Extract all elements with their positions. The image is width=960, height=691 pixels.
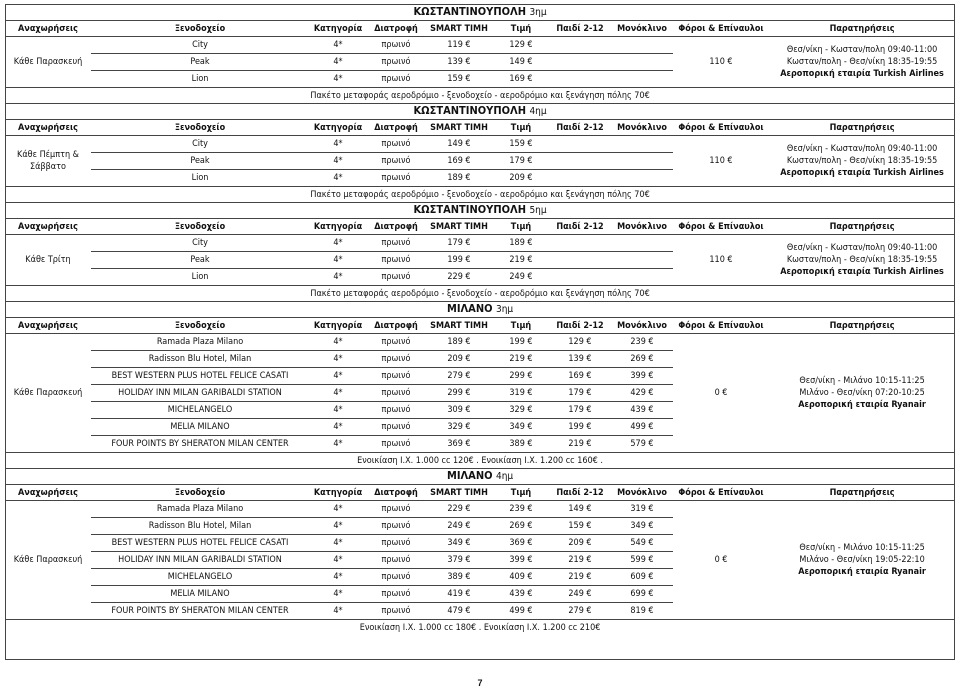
price-table-page [5, 4, 955, 635]
section-title [5, 302, 955, 318]
smart-price-cell: 389 € [425, 569, 493, 586]
meal-cell: πρωινό [367, 518, 425, 535]
child-price-cell: 139 € [549, 351, 611, 368]
section-duration: 3ημ [495, 304, 514, 315]
hotel-cell: MICHELANGELO [91, 402, 309, 419]
price-cell: 209 € [493, 170, 549, 187]
category-cell: 4* [309, 436, 367, 453]
column-header-row [5, 318, 955, 334]
tax-cell: 110 € [673, 136, 769, 187]
child-price-cell: 209 € [549, 535, 611, 552]
section-title [5, 104, 955, 120]
hotel-cell: BEST WESTERN PLUS HOTEL FELICE CASATI [91, 368, 309, 385]
price-cell: 159 € [493, 136, 549, 153]
table-row [5, 501, 955, 518]
smart-price-cell: 119 € [425, 37, 493, 54]
price-cell: 299 € [493, 368, 549, 385]
hotel-cell: Peak [91, 153, 309, 170]
column-header: Φόροι & Επίναυλοι [673, 318, 769, 334]
hotel-cell: MELIA MILANO [91, 586, 309, 603]
footnote-row [5, 187, 955, 203]
departure-cell: Κάθε Παρασκευή [5, 501, 91, 620]
single-price-cell: 499 € [611, 419, 673, 436]
note-line: Κωσταν/πολη - Θεσ/νίκη 18:35-19:55 [786, 156, 938, 166]
single-price-cell: 239 € [611, 334, 673, 351]
category-cell: 4* [309, 136, 367, 153]
smart-price-cell: 139 € [425, 54, 493, 71]
child-price-cell [549, 235, 611, 252]
hotel-cell: Radisson Blu Hotel, Milan [91, 518, 309, 535]
price-table [5, 4, 955, 635]
price-cell: 249 € [493, 269, 549, 286]
hotel-cell: BEST WESTERN PLUS HOTEL FELICE CASATI [91, 535, 309, 552]
hotel-cell: Lion [91, 170, 309, 187]
column-header: Κατηγορία [309, 219, 367, 235]
hotel-cell: Lion [91, 71, 309, 88]
table-row [5, 136, 955, 153]
section-title-row [5, 104, 955, 120]
category-cell: 4* [309, 368, 367, 385]
note-line: Αεροπορική εταιρία Turkish Airlines [780, 267, 944, 277]
column-header: SMART ΤΙΜΗ [425, 21, 493, 37]
hotel-cell: Radisson Blu Hotel, Milan [91, 351, 309, 368]
column-header: Μονόκλινο [611, 219, 673, 235]
column-header: Φόροι & Επίναυλοι [673, 21, 769, 37]
column-header: Μονόκλινο [611, 120, 673, 136]
column-header: Κατηγορία [309, 318, 367, 334]
child-price-cell: 129 € [549, 334, 611, 351]
meal-cell: πρωινό [367, 170, 425, 187]
departure-cell: Κάθε Τρίτη [5, 235, 91, 286]
smart-price-cell: 309 € [425, 402, 493, 419]
column-header-row [5, 21, 955, 37]
meal-cell: πρωινό [367, 252, 425, 269]
column-header: Παιδί 2-12 [549, 485, 611, 501]
meal-cell: πρωινό [367, 37, 425, 54]
single-price-cell: 609 € [611, 569, 673, 586]
smart-price-cell: 479 € [425, 603, 493, 620]
single-price-cell: 819 € [611, 603, 673, 620]
category-cell: 4* [309, 269, 367, 286]
notes-cell [769, 136, 955, 187]
category-cell: 4* [309, 569, 367, 586]
single-price-cell [611, 71, 673, 88]
section-title [5, 469, 955, 485]
smart-price-cell: 189 € [425, 334, 493, 351]
column-header: Αναχωρήσεις [5, 485, 91, 501]
column-header: Παρατηρήσεις [769, 485, 955, 501]
footnote-row [5, 453, 955, 469]
notes-cell [769, 501, 955, 620]
note-line: Αεροπορική εταιρία Ryanair [798, 400, 926, 410]
smart-price-cell: 419 € [425, 586, 493, 603]
category-cell: 4* [309, 501, 367, 518]
smart-price-cell: 279 € [425, 368, 493, 385]
hotel-cell: MICHELANGELO [91, 569, 309, 586]
meal-cell: πρωινό [367, 552, 425, 569]
single-price-cell: 429 € [611, 385, 673, 402]
smart-price-cell: 249 € [425, 518, 493, 535]
category-cell: 4* [309, 252, 367, 269]
column-header-row [5, 120, 955, 136]
price-cell: 189 € [493, 235, 549, 252]
notes-cell [769, 235, 955, 286]
column-header: Φόροι & Επίναυλοι [673, 219, 769, 235]
single-price-cell [611, 269, 673, 286]
category-cell: 4* [309, 586, 367, 603]
smart-price-cell: 209 € [425, 351, 493, 368]
hotel-cell: FOUR POINTS BY SHERATON MILAN CENTER [91, 436, 309, 453]
departure-cell: Κάθε Πέμπτη & Σάββατο [5, 136, 91, 187]
section-title [5, 203, 955, 219]
column-header: Διατροφή [367, 318, 425, 334]
column-header: Παιδί 2-12 [549, 219, 611, 235]
column-header: Κατηγορία [309, 21, 367, 37]
smart-price-cell: 189 € [425, 170, 493, 187]
category-cell: 4* [309, 170, 367, 187]
column-header: Τιμή [493, 318, 549, 334]
hotel-cell: Lion [91, 269, 309, 286]
smart-price-cell: 199 € [425, 252, 493, 269]
note-line: Αεροπορική εταιρία Ryanair [798, 567, 926, 577]
child-price-cell: 279 € [549, 603, 611, 620]
smart-price-cell: 159 € [425, 71, 493, 88]
table-row [5, 37, 955, 54]
column-header-row [5, 219, 955, 235]
meal-cell: πρωινό [367, 586, 425, 603]
hotel-cell: HOLIDAY INN MILAN GARIBALDI STATION [91, 552, 309, 569]
table-row [5, 235, 955, 252]
smart-price-cell: 369 € [425, 436, 493, 453]
table-row [5, 334, 955, 351]
column-header: Κατηγορία [309, 485, 367, 501]
note-line: Μιλάνο - Θεσ/νίκη 19:05-22:10 [799, 555, 925, 565]
price-cell: 499 € [493, 603, 549, 620]
note-line: Θεσ/νίκη - Κωσταν/πολη 09:40-11:00 [786, 144, 938, 154]
category-cell: 4* [309, 153, 367, 170]
smart-price-cell: 329 € [425, 419, 493, 436]
smart-price-cell: 179 € [425, 235, 493, 252]
note-line: Θεσ/νίκη - Κωσταν/πολη 09:40-11:00 [786, 243, 938, 253]
child-price-cell: 249 € [549, 586, 611, 603]
column-header: Παιδί 2-12 [549, 318, 611, 334]
price-cell: 169 € [493, 71, 549, 88]
column-header: Ξενοδοχείο [91, 318, 309, 334]
child-price-cell [549, 153, 611, 170]
column-header: Παιδί 2-12 [549, 21, 611, 37]
single-price-cell: 549 € [611, 535, 673, 552]
price-cell: 219 € [493, 351, 549, 368]
column-header-row [5, 485, 955, 501]
meal-cell: πρωινό [367, 136, 425, 153]
price-cell: 239 € [493, 501, 549, 518]
column-header: Αναχωρήσεις [5, 120, 91, 136]
column-header: Διατροφή [367, 21, 425, 37]
category-cell: 4* [309, 235, 367, 252]
column-header: Διατροφή [367, 120, 425, 136]
meal-cell: πρωινό [367, 419, 425, 436]
meal-cell: πρωινό [367, 402, 425, 419]
column-header: Τιμή [493, 21, 549, 37]
section-footnote: Ενοικίαση Ι.Χ. 1.000 cc 180€ . Ενοικίαση Ι.Χ. 1.200 cc 210€ [359, 622, 601, 633]
section-duration: 3ημ [529, 7, 547, 18]
meal-cell: πρωινό [367, 235, 425, 252]
note-line: Μιλάνο - Θεσ/νίκη 07:20-10:25 [799, 388, 925, 398]
single-price-cell [611, 136, 673, 153]
child-price-cell: 159 € [549, 518, 611, 535]
tax-cell: 0 € [673, 501, 769, 620]
hotel-cell: City [91, 235, 309, 252]
child-price-cell [549, 252, 611, 269]
section-footnote: Πακέτο μεταφοράς αεροδρόμιο - ξενοδοχείο - αεροδρόμιο και ξενάγηση πόλης 70€ [310, 189, 650, 200]
price-cell: 329 € [493, 402, 549, 419]
meal-cell: πρωινό [367, 71, 425, 88]
column-header: Αναχωρήσεις [5, 21, 91, 37]
single-price-cell [611, 170, 673, 187]
column-header: Τιμή [493, 219, 549, 235]
meal-cell: πρωινό [367, 153, 425, 170]
price-cell: 269 € [493, 518, 549, 535]
meal-cell: πρωινό [367, 334, 425, 351]
column-header: Κατηγορία [309, 120, 367, 136]
child-price-cell [549, 269, 611, 286]
hotel-cell: FOUR POINTS BY SHERATON MILAN CENTER [91, 603, 309, 620]
meal-cell: πρωινό [367, 436, 425, 453]
category-cell: 4* [309, 54, 367, 71]
footnote-row [5, 88, 955, 104]
price-cell: 319 € [493, 385, 549, 402]
single-price-cell: 579 € [611, 436, 673, 453]
category-cell: 4* [309, 385, 367, 402]
column-header: Ξενοδοχείο [91, 485, 309, 501]
price-cell: 409 € [493, 569, 549, 586]
price-cell: 439 € [493, 586, 549, 603]
column-header: Μονόκλινο [611, 21, 673, 37]
category-cell: 4* [309, 552, 367, 569]
column-header: SMART ΤΙΜΗ [425, 485, 493, 501]
smart-price-cell: 229 € [425, 501, 493, 518]
column-header: Παρατηρήσεις [769, 21, 955, 37]
category-cell: 4* [309, 334, 367, 351]
section-destination: ΚΩΣΤΑΝΤΙΝΟΥΠΟΛΗ [413, 5, 526, 18]
single-price-cell [611, 252, 673, 269]
smart-price-cell: 379 € [425, 552, 493, 569]
section-duration: 4ημ [529, 106, 547, 117]
note-line: Κωσταν/πολη - Θεσ/νίκη 18:35-19:55 [786, 255, 938, 265]
hotel-cell: Ramada Plaza Milano [91, 501, 309, 518]
single-price-cell: 699 € [611, 586, 673, 603]
single-price-cell: 599 € [611, 552, 673, 569]
child-price-cell [549, 71, 611, 88]
column-header: Ξενοδοχείο [91, 21, 309, 37]
tax-cell: 110 € [673, 37, 769, 88]
meal-cell: πρωινό [367, 603, 425, 620]
footnote-row [5, 286, 955, 302]
price-cell: 129 € [493, 37, 549, 54]
tax-cell: 0 € [673, 334, 769, 453]
column-header: Αναχωρήσεις [5, 219, 91, 235]
smart-price-cell: 299 € [425, 385, 493, 402]
column-header: Διατροφή [367, 219, 425, 235]
section-footnote: Ενοικίαση Ι.Χ. 1.000 cc 120€ . Ενοικίαση Ι.Χ. 1.200 cc 160€ . [357, 455, 603, 466]
column-header: Τιμή [493, 120, 549, 136]
price-cell: 399 € [493, 552, 549, 569]
section-footnote: Πακέτο μεταφοράς αεροδρόμιο - ξενοδοχείο - αεροδρόμιο και ξενάγηση πόλης 70€ [310, 288, 650, 299]
section-destination: ΜΙΛΑΝΟ [446, 469, 493, 482]
price-cell: 179 € [493, 153, 549, 170]
tax-cell: 110 € [673, 235, 769, 286]
price-cell: 219 € [493, 252, 549, 269]
section-destination: ΜΙΛΑΝΟ [446, 302, 493, 315]
section-destination: ΚΩΣΤΑΝΤΙΝΟΥΠΟΛΗ [413, 104, 526, 117]
child-price-cell: 149 € [549, 501, 611, 518]
price-cell: 349 € [493, 419, 549, 436]
column-header: Ξενοδοχείο [91, 219, 309, 235]
category-cell: 4* [309, 535, 367, 552]
child-price-cell: 219 € [549, 552, 611, 569]
notes-cell [769, 37, 955, 88]
column-header: Μονόκλινο [611, 485, 673, 501]
price-cell: 369 € [493, 535, 549, 552]
column-header: Φόροι & Επίναυλοι [673, 485, 769, 501]
single-price-cell [611, 54, 673, 71]
child-price-cell: 219 € [549, 436, 611, 453]
price-cell: 389 € [493, 436, 549, 453]
column-header: SMART ΤΙΜΗ [425, 318, 493, 334]
section-footnote: Πακέτο μεταφοράς αεροδρόμιο - ξενοδοχείο - αεροδρόμιο και ξενάγηση πόλης 70€ [310, 90, 650, 101]
section-title-row [5, 469, 955, 485]
child-price-cell [549, 37, 611, 54]
column-header: Παρατηρήσεις [769, 318, 955, 334]
hotel-cell: HOLIDAY INN MILAN GARIBALDI STATION [91, 385, 309, 402]
meal-cell: πρωινό [367, 569, 425, 586]
page-number: 7 [477, 678, 483, 688]
category-cell: 4* [309, 518, 367, 535]
category-cell: 4* [309, 419, 367, 436]
smart-price-cell: 349 € [425, 535, 493, 552]
section-title-row [5, 203, 955, 219]
child-price-cell [549, 136, 611, 153]
child-price-cell: 219 € [549, 569, 611, 586]
column-header: Παρατηρήσεις [769, 120, 955, 136]
meal-cell: πρωινό [367, 351, 425, 368]
single-price-cell [611, 37, 673, 54]
section-destination: ΚΩΣΤΑΝΤΙΝΟΥΠΟΛΗ [413, 203, 526, 216]
child-price-cell [549, 54, 611, 71]
column-header: Φόροι & Επίναυλοι [673, 120, 769, 136]
hotel-cell: City [91, 37, 309, 54]
column-header: Ξενοδοχείο [91, 120, 309, 136]
note-line: Θεσ/νίκη - Μιλάνο 10:15-11:25 [799, 543, 925, 553]
category-cell: 4* [309, 71, 367, 88]
column-header: Τιμή [493, 485, 549, 501]
smart-price-cell: 149 € [425, 136, 493, 153]
footnote-row [5, 620, 955, 636]
hotel-cell: Peak [91, 54, 309, 71]
departure-cell: Κάθε Παρασκευή [5, 334, 91, 453]
price-cell: 149 € [493, 54, 549, 71]
column-header: Αναχωρήσεις [5, 318, 91, 334]
column-header: SMART ΤΙΜΗ [425, 120, 493, 136]
single-price-cell: 349 € [611, 518, 673, 535]
category-cell: 4* [309, 402, 367, 419]
column-header: Διατροφή [367, 485, 425, 501]
section-title [5, 5, 955, 21]
child-price-cell: 179 € [549, 385, 611, 402]
smart-price-cell: 169 € [425, 153, 493, 170]
note-line: Αεροπορική εταιρία Turkish Airlines [780, 168, 944, 178]
section-duration: 4ημ [495, 471, 514, 482]
hotel-cell: Ramada Plaza Milano [91, 334, 309, 351]
single-price-cell: 319 € [611, 501, 673, 518]
meal-cell: πρωινό [367, 535, 425, 552]
column-header: Μονόκλινο [611, 318, 673, 334]
departure-cell: Κάθε Παρασκευή [5, 37, 91, 88]
meal-cell: πρωινό [367, 385, 425, 402]
hotel-cell: City [91, 136, 309, 153]
category-cell: 4* [309, 37, 367, 54]
hotel-cell: MELIA MILANO [91, 419, 309, 436]
single-price-cell: 399 € [611, 368, 673, 385]
smart-price-cell: 229 € [425, 269, 493, 286]
price-cell: 199 € [493, 334, 549, 351]
meal-cell: πρωινό [367, 269, 425, 286]
note-line: Θεσ/νίκη - Μιλάνο 10:15-11:25 [799, 376, 925, 386]
single-price-cell [611, 153, 673, 170]
notes-cell [769, 334, 955, 453]
meal-cell: πρωινό [367, 501, 425, 518]
note-line: Θεσ/νίκη - Κωσταν/πολη 09:40-11:00 [786, 45, 938, 55]
single-price-cell: 269 € [611, 351, 673, 368]
section-title-row [5, 302, 955, 318]
column-header: Παιδί 2-12 [549, 120, 611, 136]
column-header: Παρατηρήσεις [769, 219, 955, 235]
column-header: SMART ΤΙΜΗ [425, 219, 493, 235]
section-duration: 5ημ [529, 205, 547, 216]
note-line: Κωσταν/πολη - Θεσ/νίκη 18:35-19:55 [786, 57, 938, 67]
child-price-cell: 169 € [549, 368, 611, 385]
meal-cell: πρωινό [367, 368, 425, 385]
hotel-cell: Peak [91, 252, 309, 269]
child-price-cell: 199 € [549, 419, 611, 436]
meal-cell: πρωινό [367, 54, 425, 71]
single-price-cell: 439 € [611, 402, 673, 419]
category-cell: 4* [309, 351, 367, 368]
child-price-cell: 179 € [549, 402, 611, 419]
note-line: Αεροπορική εταιρία Turkish Airlines [780, 69, 944, 79]
section-title-row [5, 5, 955, 21]
child-price-cell [549, 170, 611, 187]
category-cell: 4* [309, 603, 367, 620]
single-price-cell [611, 235, 673, 252]
